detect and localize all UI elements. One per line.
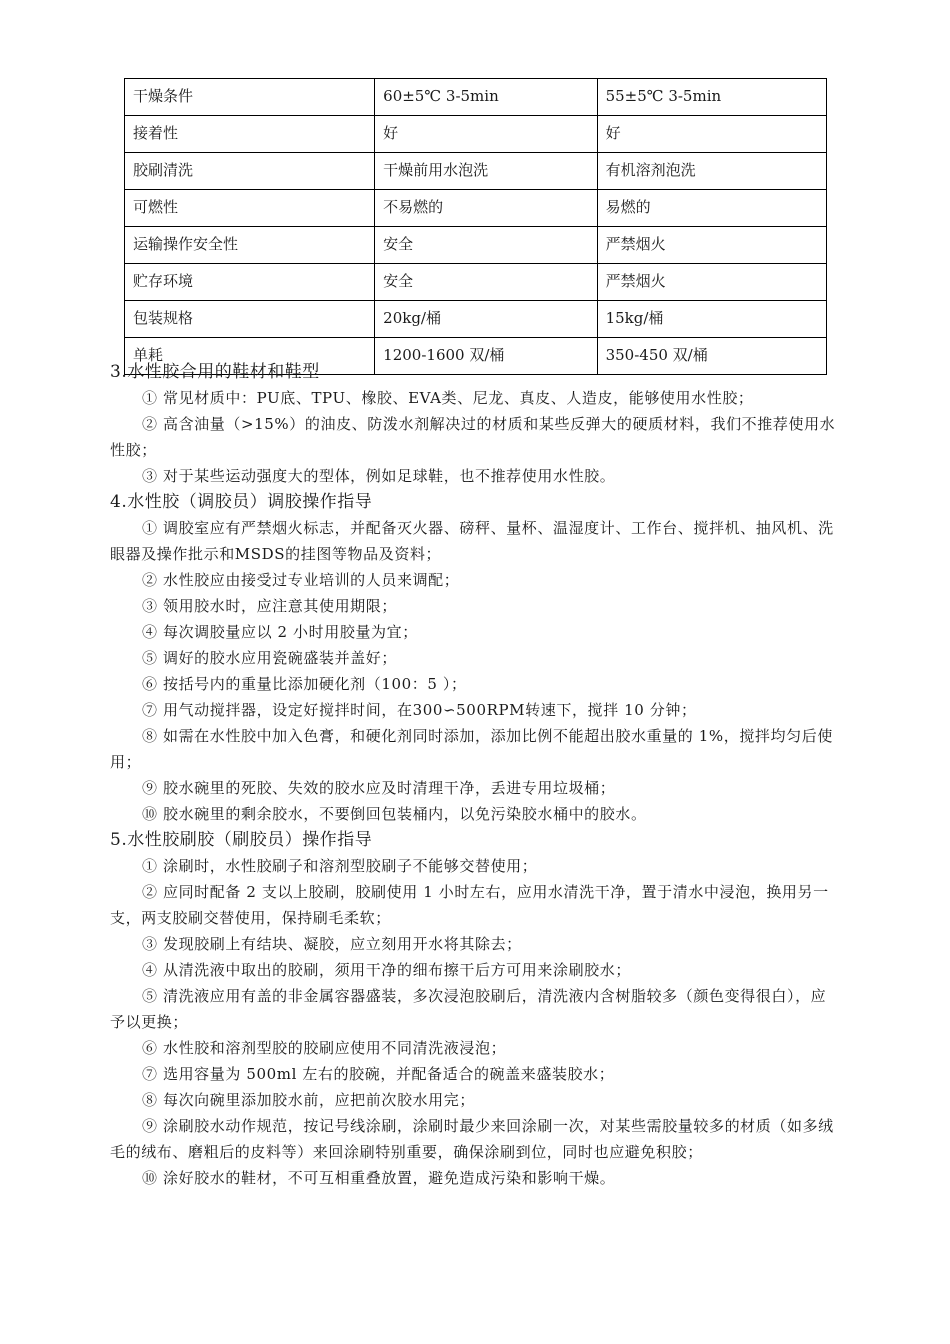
list-item: ② 高含油量（>15%）的油皮、防泼水剂解决过的材质和某些反弹大的硬质材料，我们不推荐使用水性胶；: [110, 415, 836, 459]
table-row: [125, 153, 827, 190]
table-row: [125, 264, 827, 301]
list-item: ⑥ 水性胶和溶剂型胶的胶刷应使用不同清洗液浸泡；: [142, 1039, 507, 1057]
list-item: ⑨ 涂刷胶水动作规范，按记号线涂刷，涂刷时最少来回涂刷一次，对某些需胶量较多的材质（如多绒毛的绒布、磨粗后的皮料等）来回涂刷特别重要，确保涂刷到位，同时也应避免积胶；: [110, 1117, 834, 1161]
table-cell: 55±5℃ 3-5min: [597, 79, 826, 116]
list-item: ⑩ 胶水碗里的剩余胶水，不要倒回包装桶内，以免污染胶水桶中的胶水。: [142, 805, 647, 823]
table-cell: 运输操作安全性: [125, 227, 375, 264]
list-item: ③ 对于某些运动强度大的型体，例如足球鞋，也不推荐使用水性胶。: [142, 467, 616, 485]
table-cell: 接着性: [125, 116, 375, 153]
table-cell: 有机溶剂泡洗: [597, 153, 826, 190]
list-item: ⑤ 调好的胶水应用瓷碗盛装并盖好；: [142, 649, 397, 667]
list-item: ③ 发现胶刷上有结块、凝胶，应立刻用开水将其除去；: [142, 935, 522, 953]
list-item: ⑦ 选用容量为 500ml 左右的胶碗，并配备适合的碗盖来盛装胶水；: [142, 1065, 615, 1083]
table-cell: 好: [375, 116, 597, 153]
table-cell: 干燥前用水泡洗: [375, 153, 597, 190]
list-item: ④ 从清洗液中取出的胶刷，须用干净的细布擦干后方可用来涂刷胶水；: [142, 961, 631, 979]
table-row: [125, 301, 827, 338]
section-heading: 3.水性胶合用的鞋材和鞋型: [110, 362, 320, 382]
table-cell: 安全: [375, 227, 597, 264]
adhesive-comparison-table: [124, 78, 827, 375]
table-cell: 单耗: [125, 338, 375, 375]
list-item: ⑤ 清洗液应用有盖的非金属容器盛装，多次浸泡胶刷后，清洗液内含树脂较多（颜色变得很白），应予以更换；: [110, 987, 827, 1031]
table-cell: 60±5℃ 3-5min: [375, 79, 597, 116]
list-item: ⑩ 涂好胶水的鞋材，不可互相重叠放置，避免造成污染和影响干燥。: [142, 1169, 616, 1187]
table-cell: 20kg/桶: [375, 301, 597, 338]
section-glue-brushing: [110, 827, 836, 1191]
list-item: ① 涂刷时，水性胶刷子和溶剂型胶刷子不能够交替使用；: [142, 857, 538, 875]
list-item: ④ 每次调胶量应以 2 小时用胶量为宜；: [142, 623, 418, 641]
table-cell: 包装规格: [125, 301, 375, 338]
section-shoe-materials: [110, 359, 836, 489]
table-cell: 严禁烟火: [597, 227, 826, 264]
table-row: [125, 227, 827, 264]
table-cell: 1200-1600 双/桶: [375, 338, 597, 375]
list-item: ③ 领用胶水时，应注意其使用期限；: [142, 597, 397, 615]
list-item: ② 应同时配备 2 支以上胶刷，胶刷使用 1 小时左右，应用水清洗干净，置于清水中浸泡，换用另一支，两支胶刷交替使用，保持刷毛柔软；: [110, 883, 829, 927]
table-cell: 350-450 双/桶: [597, 338, 826, 375]
section-heading: 5.水性胶刷胶（刷胶员）操作指导: [110, 830, 373, 850]
table-cell: 易燃的: [597, 190, 826, 227]
table-cell: 严禁烟火: [597, 264, 826, 301]
table-row: [125, 190, 827, 227]
section-heading: 4.水性胶（调胶员）调胶操作指导: [110, 492, 373, 512]
table-cell: 安全: [375, 264, 597, 301]
list-item: ② 水性胶应由接受过专业培训的人员来调配；: [142, 571, 460, 589]
list-item: ⑦ 用气动搅拌器，设定好搅拌时间，在300∽500RPM转速下，搅拌 10 分钟；: [142, 701, 697, 719]
list-item: ⑧ 每次向碗里添加胶水前，应把前次胶水用完；: [142, 1091, 475, 1109]
list-item: ① 常见材质中：PU底、TPU、橡胶、EVA类、尼龙、真皮、人造皮，能够使用水性胶；: [142, 389, 754, 407]
document-body: [110, 359, 836, 1191]
list-item: ⑥ 按括号内的重量比添加硬化剂（100：5 ）；: [142, 675, 467, 693]
table-cell: 贮存环境: [125, 264, 375, 301]
table-row: [125, 79, 827, 116]
section-glue-mixing: [110, 489, 836, 827]
table-cell: 不易燃的: [375, 190, 597, 227]
table-cell: 胶刷清洗: [125, 153, 375, 190]
table-cell: 可燃性: [125, 190, 375, 227]
list-item: ⑧ 如需在水性胶中加入色膏，和硬化剂同时添加，添加比例不能超出胶水重量的 1%，搅拌均匀后使用；: [110, 727, 833, 771]
table-cell: 干燥条件: [125, 79, 375, 116]
list-item: ① 调胶室应有严禁烟火标志，并配备灭火器、磅秤、量杯、温湿度计、工作台、搅拌机、抽风机、洗眼器及操作批示和MSDS的挂图等物品及资料；: [110, 519, 834, 563]
list-item: ⑨ 胶水碗里的死胶、失效的胶水应及时清理干净，丢进专用垃圾桶；: [142, 779, 616, 797]
table-cell: 好: [597, 116, 826, 153]
table-row: [125, 116, 827, 153]
table-cell: 15kg/桶: [597, 301, 826, 338]
